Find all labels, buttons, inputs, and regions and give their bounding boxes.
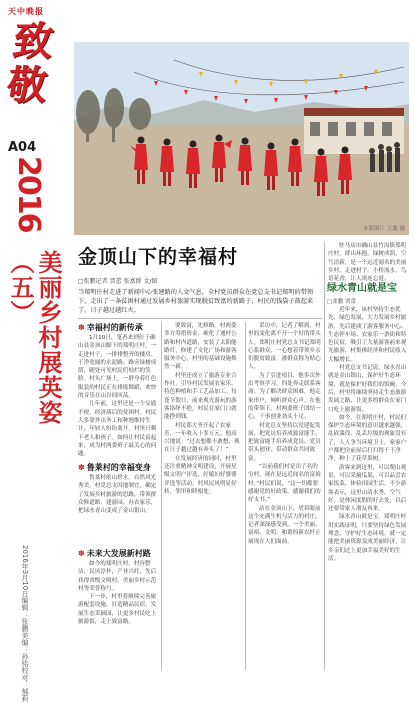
paragraph: 近年来，该村坚持生态优先、绿色发展，大力发展乡村旅游，先后建成了游客服务中心、生态停车场、农家乐一条街和特色民宿，吸引了大量游客前来观光旅游，村集体经济和村民收入大幅增长。 [328, 307, 407, 363]
year-label [8, 156, 68, 248]
paragraph: 1月10日，笔者来到位于确山县金顶山脚下的郑明庄村。一走进村子，一排排整齐的楼房、干净宽阔的水泥路、路旁绿树成荫，随处可见村民们灿烂的笑脸。村头广场上，一群身着红色服装的村民正在排练舞蹈，欢快的音乐在山谷间回荡。 [78, 335, 157, 400]
photo-illustration [74, 42, 409, 235]
sidebar-byline: □张鹏 贾蕾 [327, 299, 356, 305]
paragraph: 村里还成立了旅游专业合作社，引导村民发展农家乐、特色种植和手工艺品加工。每逢节假日，前来观光游玩的游客络绎不绝，村民在家门口就能挣到钱。 [164, 372, 237, 421]
paragraph: “以前我们村是出了名的穷村，现在是远近闻名的富裕村。”村民们说，“这一切都要感谢党的好政策，感谢我们的好支书。” [248, 464, 321, 504]
edition-meta [20, 545, 60, 702]
sidebar-body [328, 306, 410, 670]
paragraph: 要致富，先修路。村两委多方筹措资金，硬化了通村公路和村内道路，安装了太阳能路灯，修建了文化广场和游客服务中心，村里的基础设施焕然一新。 [164, 323, 237, 371]
article-byline: □张鹏记者 贾蕾 张富群 文/图 [78, 278, 158, 285]
edition-meta-line: 2016年3月10日 [21, 545, 29, 598]
sidebar-intro [328, 242, 410, 283]
body-column-1c [78, 560, 158, 670]
body-column-2 [164, 322, 242, 670]
edition-meta-line: 美编：孙铭 [21, 632, 29, 668]
paragraph: 为了引进项目，他多次外出考察学习，四处奔走联系客商；为了解决群众困难，他走家串户，倾听群众心声。在他的带领下，村两委班子团结一心，干事创业劲头十足。 [248, 372, 321, 421]
paragraph: 几年前，这里还是一个交通不便、经济落后的贫困村。村民大多靠外出务工和种地维持生计，年轻人纷纷离开，村里只剩下老人和孩子。如何让村民富起来，成为村两委班子最关心的问题。 [78, 401, 157, 458]
photo-credit: 本版图片 王鑫 摄 [363, 226, 405, 232]
newspaper-brand: 天中晚报 [8, 6, 44, 16]
lead-photo [74, 42, 409, 235]
paragraph: 站在金顶山下，望着眼前这个充满生机与活力的村庄，记者深深感受到，一个美丽、富裕、文明、和谐的新农村正展现在人们面前。 [248, 505, 321, 545]
paragraph: 游客来到这里，可以爬山观景，可以采摘瓜果，可以品尝农家饭菜，体验田园生活。不少游客表示，这里山清水秀，空气好，是休闲度假的好去处，以后还要带家人朋友再来。 [328, 464, 407, 513]
body-column-1 [78, 334, 158, 459]
paragraph: 村民郑大爷开起了农家乐，一年收入十多万元。他高兴地说：“过去想都不敢想，现在日子越过越有奔头了！” [164, 422, 240, 454]
column-divider [161, 322, 162, 670]
paragraph: 村党总支书记说，绿水青山就是金山银山，保护好生态环境，就是保护好我们的饭碗。今后，村里将继续坚持走生态旅游发展之路，让更多的群众在家门口吃上旅游饭。 [328, 365, 407, 413]
subhead-2: ✽ 鲁莱村的幸福变身 [78, 462, 158, 473]
article-headline: 金顶山下的幸福村 [78, 246, 239, 268]
edition-meta-line: 校对：郝莉 [21, 667, 29, 702]
paragraph: 采访中，记者了解到，村里的变化离不开一个好的带头人。郑明庄村党总支书记郑明心系群众，一心想着带领乡亲们脱贫致富，被群众称为贴心人。 [248, 323, 321, 371]
series-title [6, 250, 66, 450]
body-column-1b [78, 474, 158, 544]
page-number: A04 [8, 140, 37, 155]
paragraph: 驻马店市确山县竹沟镇郑明庄村，群山环抱，绿树成荫，空气清新，是一个远近闻名的美丽乡村。走进村子，小桥流水，鸟语花香，让人流连忘返。 [328, 243, 407, 283]
paragraph: 村党总支坚持以党建促发展，把党员培养成致富能手，把致富能手培养成党员，党员带头创业，带动群众共同致富。 [248, 422, 321, 462]
article-lede: 当郑明庄村走进了新闻中心张建路的人文气息，全村党员群众在党总支书记郑明的带领下，走出了一条贫困村通过发展乡村旅游实现脱贫致富的新路子，村民的钱袋子鼓起来了，日子越过越红火。 [78, 289, 314, 314]
body-column-3 [248, 322, 322, 670]
paragraph: 如今，在郑明庄村，村民们保护生态环境的意识越来越强，乱砍滥伐、乱丢垃圾的现象没有了，人人争当环境卫士，家家户户都把房前屋后打扫得干干净净，种上了花草果树。 [328, 414, 407, 463]
paragraph: 绿水青山就是宝。郑明庄村用实践证明，只要坚持绿色发展理念，守护好生态环境，就一定能把美丽资源变成美丽经济，让乡亲们过上更加幸福美好的生活。 [328, 514, 407, 562]
series-title-text: 美丽乡村展英姿（五） [6, 250, 62, 425]
subhead-3: ✽ 未来大发展新村路 [78, 548, 158, 559]
column-divider [245, 322, 246, 670]
sidebar-divider [324, 242, 325, 670]
paragraph: 如今的郑明庄村，村容整洁，民风淳朴，产业兴旺，先后获得省级文明村、美丽乡村示范村等荣誉称号。 [78, 561, 157, 592]
subhead-1: ✽ 幸福村的新传承 [78, 322, 158, 333]
edition-meta-line: 编辑：张鹏 [21, 597, 29, 633]
paragraph: 下一步，村里将继续完善旅游配套设施，打造精品民宿，发展生态采摘园，让更多村民吃上旅游饭，走上致富路。 [78, 594, 157, 626]
sidebar-title: 绿水青山就是宝 [327, 283, 397, 294]
section-title-text: 致敬 [3, 18, 57, 109]
divider [78, 318, 322, 319]
paragraph: 鲁莱村依山傍水，自然风光秀美。村党总支因地制宜，确定了发展乡村旅游的思路，带领群众修道路、建游园、办农家乐，把绿水青山变成了金山银山。 [78, 475, 157, 515]
section-title [3, 18, 68, 114]
paragraph: 在发展经济的同时，村里还注重精神文明建设，开展星级文明户评选、好媳妇好婆婆评选等活动，村风民风明显好转，邻里和睦相处。 [164, 455, 237, 495]
masthead-column [0, 0, 72, 702]
year-text: 2016 [11, 156, 46, 232]
